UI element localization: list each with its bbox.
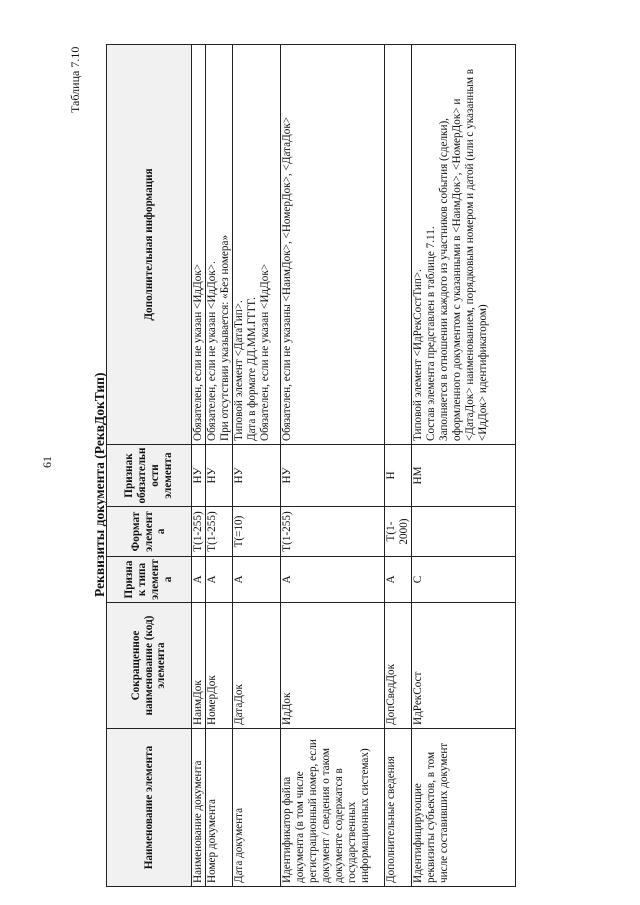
header-info: Дополнительная информация [107, 45, 192, 445]
cell-format: T(1-2000) [384, 507, 411, 557]
cell-code: ИдДок [280, 603, 384, 729]
cell-code: ДопСведДок [384, 603, 411, 729]
info-line: Типовой элемент <ДатаТип>. [232, 300, 245, 441]
cell-format: T(1-255) [205, 507, 232, 557]
cell-required: Н [384, 445, 411, 507]
table-header-row [107, 45, 192, 887]
cell-info [192, 45, 206, 445]
cell-code: ИдРекСост [411, 603, 515, 729]
cell-name: Дополнительные сведения [384, 729, 411, 887]
cell-format [411, 507, 515, 557]
cell-info [280, 45, 384, 445]
cell-name: Идентифицирующие реквизиты субъектов, в том числе составивших документ [411, 729, 515, 887]
cell-required: НУ [192, 445, 206, 507]
info-line: Типовой элемент <ИдРекСостТип>. [411, 269, 424, 441]
cell-code: ДатаДок [232, 603, 280, 729]
header-type: Признак типа элемента [107, 557, 192, 603]
cell-info [384, 45, 411, 445]
cell-code: НомерДок [205, 603, 232, 729]
table-row [232, 45, 280, 887]
cell-required: НУ [205, 445, 232, 507]
cell-name: Наименование документа [192, 729, 206, 887]
cell-required: НУ [280, 445, 384, 507]
info-line: Дата в формате ДД.ММ.ГГГГ. [245, 297, 258, 441]
table-title: Реквизиты документа (РеквДокТип) [92, 372, 107, 597]
cell-name: Идентификатор файла документа (в том числе регистрационный номер, если документ / сведения о таком документе содержатся в государственных информационных системах) [280, 729, 384, 887]
cell-format: T(1-255) [192, 507, 206, 557]
header-code: Сокращенное наименование (код) элемента [107, 603, 192, 729]
cell-type: С [411, 557, 515, 603]
cell-type: А [384, 557, 411, 603]
cell-name: Дата документа [232, 729, 280, 887]
header-required: Признак обязательности элемента [107, 445, 192, 507]
page-number: 61 [40, 456, 54, 468]
cell-format: T(=10) [232, 507, 280, 557]
info-line: Обязателен, если не указаны <НаимДок>, <НомерДок>, <ДатаДок> [280, 116, 293, 441]
cell-name: Номер документа [205, 729, 232, 887]
table-row [192, 45, 206, 887]
table-row [411, 45, 515, 887]
table-row [280, 45, 384, 887]
cell-info [205, 45, 232, 445]
table-caption: Таблица 7.10 [68, 46, 82, 113]
info-line: Обязателен, если не указан <ИдДок>. [205, 261, 218, 441]
cell-type: А [192, 557, 206, 603]
header-name: Наименование элемента [107, 729, 192, 887]
info-line: Состав элемента представлен в таблице 7.11. [424, 226, 437, 441]
cell-info [232, 45, 280, 445]
info-line: При отсутствии указывается: «Без номера» [218, 234, 231, 441]
cell-type: А [232, 557, 280, 603]
table-row [205, 45, 232, 887]
header-format: Формат элемента [107, 507, 192, 557]
cell-type: А [205, 557, 232, 603]
cell-info [411, 45, 515, 445]
info-line: Обязателен, если не указан <ИдДок> [258, 263, 271, 441]
cell-required: НМ [411, 445, 515, 507]
info-line: Обязателен, если не указан <ИдДок> [192, 263, 204, 441]
cell-required: НУ [232, 445, 280, 507]
table-row [384, 45, 411, 887]
requisites-table [106, 44, 516, 887]
cell-type: А [280, 557, 384, 603]
cell-code: НаимДок [192, 603, 206, 729]
info-line: Заполняется в отношении каждого из участников события (сделки), оформленного документом с указанными в <НаимДок>, <НомерДок> и <ДатаДок> наименованием, порядковым номером и датой (или с указанным в <ИдДок> идентификатором) [437, 68, 489, 441]
cell-format: T(1-255) [280, 507, 384, 557]
